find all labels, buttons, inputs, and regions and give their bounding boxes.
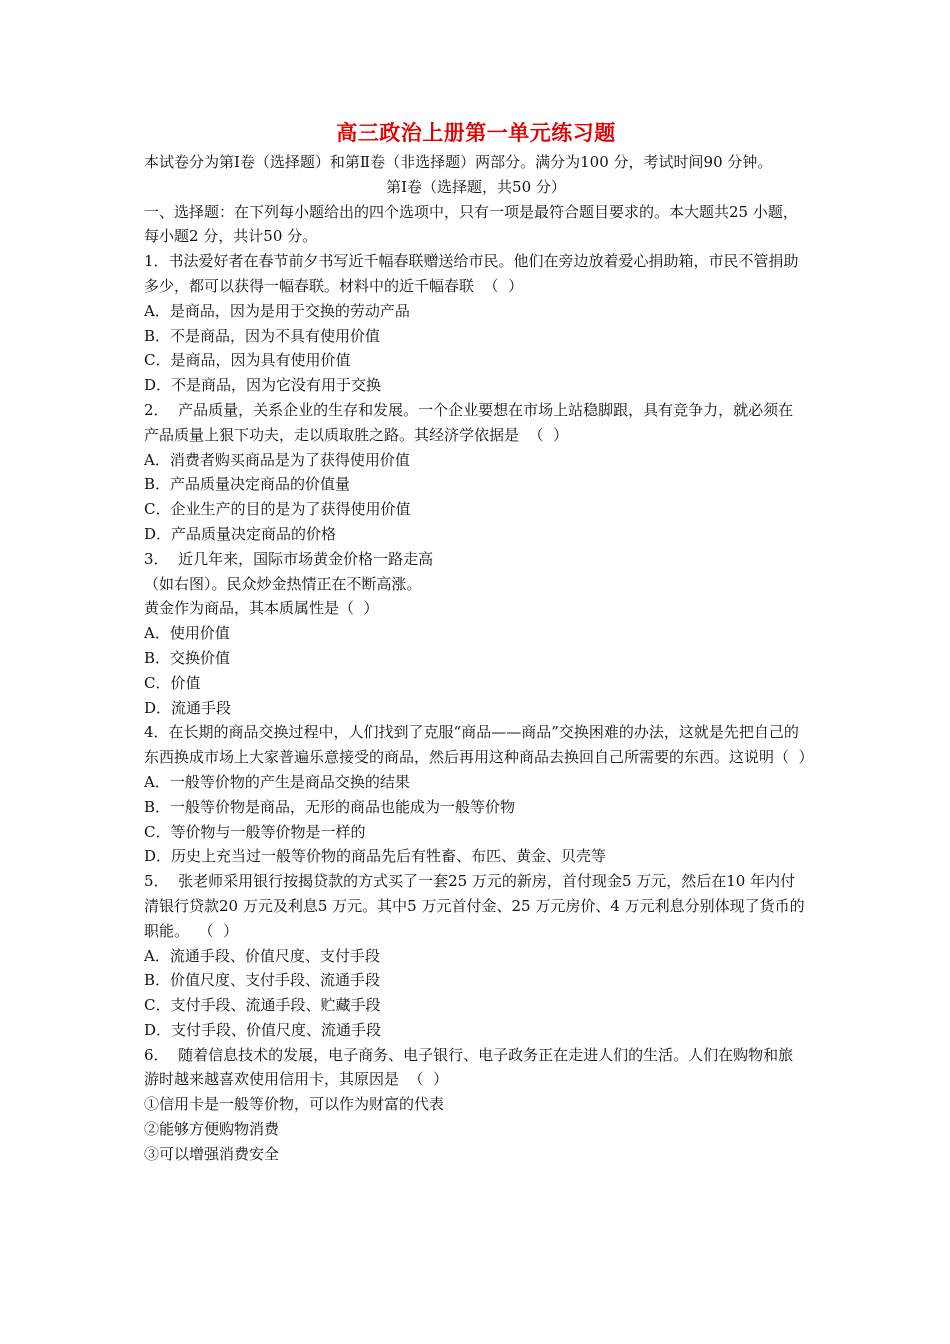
question-2-option-a: A．消费者购买商品是为了获得使用价值 [144,450,410,469]
question-4-option-c: C．等价物与一般等价物是一样的 [144,822,366,841]
question-1-option-d: D．不是商品，因为它没有用于交换 [144,376,382,395]
question-2-option-b: B．产品质量决定商品的价值量 [144,475,351,494]
question-1-stem: 1．书法爱好者在春节前夕书写近千幅春联赠送给市民。他们在旁边放着爱心捐助箱，市民不管捐助多少，都可以获得一幅春联。材料中的近千幅春联 （ ） [144,252,799,295]
question-3-stem-line-1: 3． 近几年来，国际市场黄金价格一路走高 [144,549,434,568]
question-5-option-b: B．价值尺度、支付手段、流通手段 [144,971,381,990]
exam-intro: 本试卷分为第Ⅰ卷（选择题）和第Ⅱ卷（非选择题）两部分。满分为100 分，考试时间90 分钟。 [144,153,773,171]
question-5-stem: 5． 张老师采用银行按揭贷款的方式买了一套25 万元的新房，首付现金5 万元，然后在10 年内付清银行贷款20 万元及利息5 万元。其中5 万元首付金、25 万元房价、4 万元利息分别体现了货币的职能。 （ ） [144,872,805,940]
question-4-option-b: B．一般等价物是商品，无形的商品也能成为一般等价物 [144,797,516,816]
question-3-option-d: D．流通手段 [144,698,232,717]
part-heading: 第Ⅰ卷（选择题，共50 分） [386,177,566,196]
section-intro: 一、选择题：在下列每小题给出的四个选项中，只有一项是最符合题目要求的。本大题共25 小题，每小题2 分，共计50 分。 [144,202,798,246]
question-6-statement-2: ②能够方便购物消费 [144,1120,280,1139]
question-3-stem-line-3: 黄金作为商品，其本质属性是（ ） [144,599,379,618]
question-1-option-c: C．是商品，因为具有使用价值 [144,351,351,370]
question-5-option-d: D．支付手段、价值尺度、流通手段 [144,1020,382,1039]
question-5-option-c: C．支付手段、流通手段、贮藏手段 [144,996,381,1015]
question-6-statement-3: ③可以增强消费安全 [144,1144,280,1163]
question-6-statement-1: ①信用卡是一般等价物，可以作为财富的代表 [144,1095,445,1114]
question-4-option-a: A．一般等价物的产生是商品交换的结果 [144,772,410,791]
question-2-option-c: C．企业生产的目的是为了获得使用价值 [144,500,411,519]
question-3-option-a: A．使用价值 [144,624,230,643]
question-2-stem: 2． 产品质量，关系企业的生存和发展。一个企业要想在市场上站稳脚跟，具有竞争力，就必须在产品质量上狠下功夫，走以质取胜之路。其经济学依据是 （ ） [144,400,794,444]
question-6-stem: 6． 随着信息技术的发展，电子商务、电子银行、电子政务正在走进人们的生活。人们在购物和旅游时越来越喜欢使用信用卡，其原因是 （ ） [144,1045,794,1089]
document-page [144,118,814,1167]
question-5-option-a: A．流通手段、价值尺度、支付手段 [144,946,380,965]
document-title: 高三政治上册第一单元练习题 [336,120,616,145]
question-1-option-a: A．是商品，因为是用于交换的劳动产品 [144,301,410,320]
question-3-option-c: C．价值 [144,673,201,692]
question-4-stem: 4．在长期的商品交换过程中，人们找到了克服“商品——商品”交换困难的办法，这就是先把自己的东西换成市场上大家普遍乐意接受的商品，然后再用这种商品去换回自己所需要的东西。这说明（ ） [144,723,814,767]
question-3-stem-line-2: （如右图）。民众炒金热情正在不断高涨。 [144,574,422,593]
question-3-option-b: B．交换价值 [144,648,231,667]
question-1-option-b: B．不是商品，因为不具有使用价值 [144,326,381,345]
question-2-option-d: D．产品质量决定商品的价格 [144,524,337,543]
question-4-option-d: D．历史上充当过一般等价物的商品先后有牲畜、布匹、黄金、贝壳等 [144,847,607,866]
